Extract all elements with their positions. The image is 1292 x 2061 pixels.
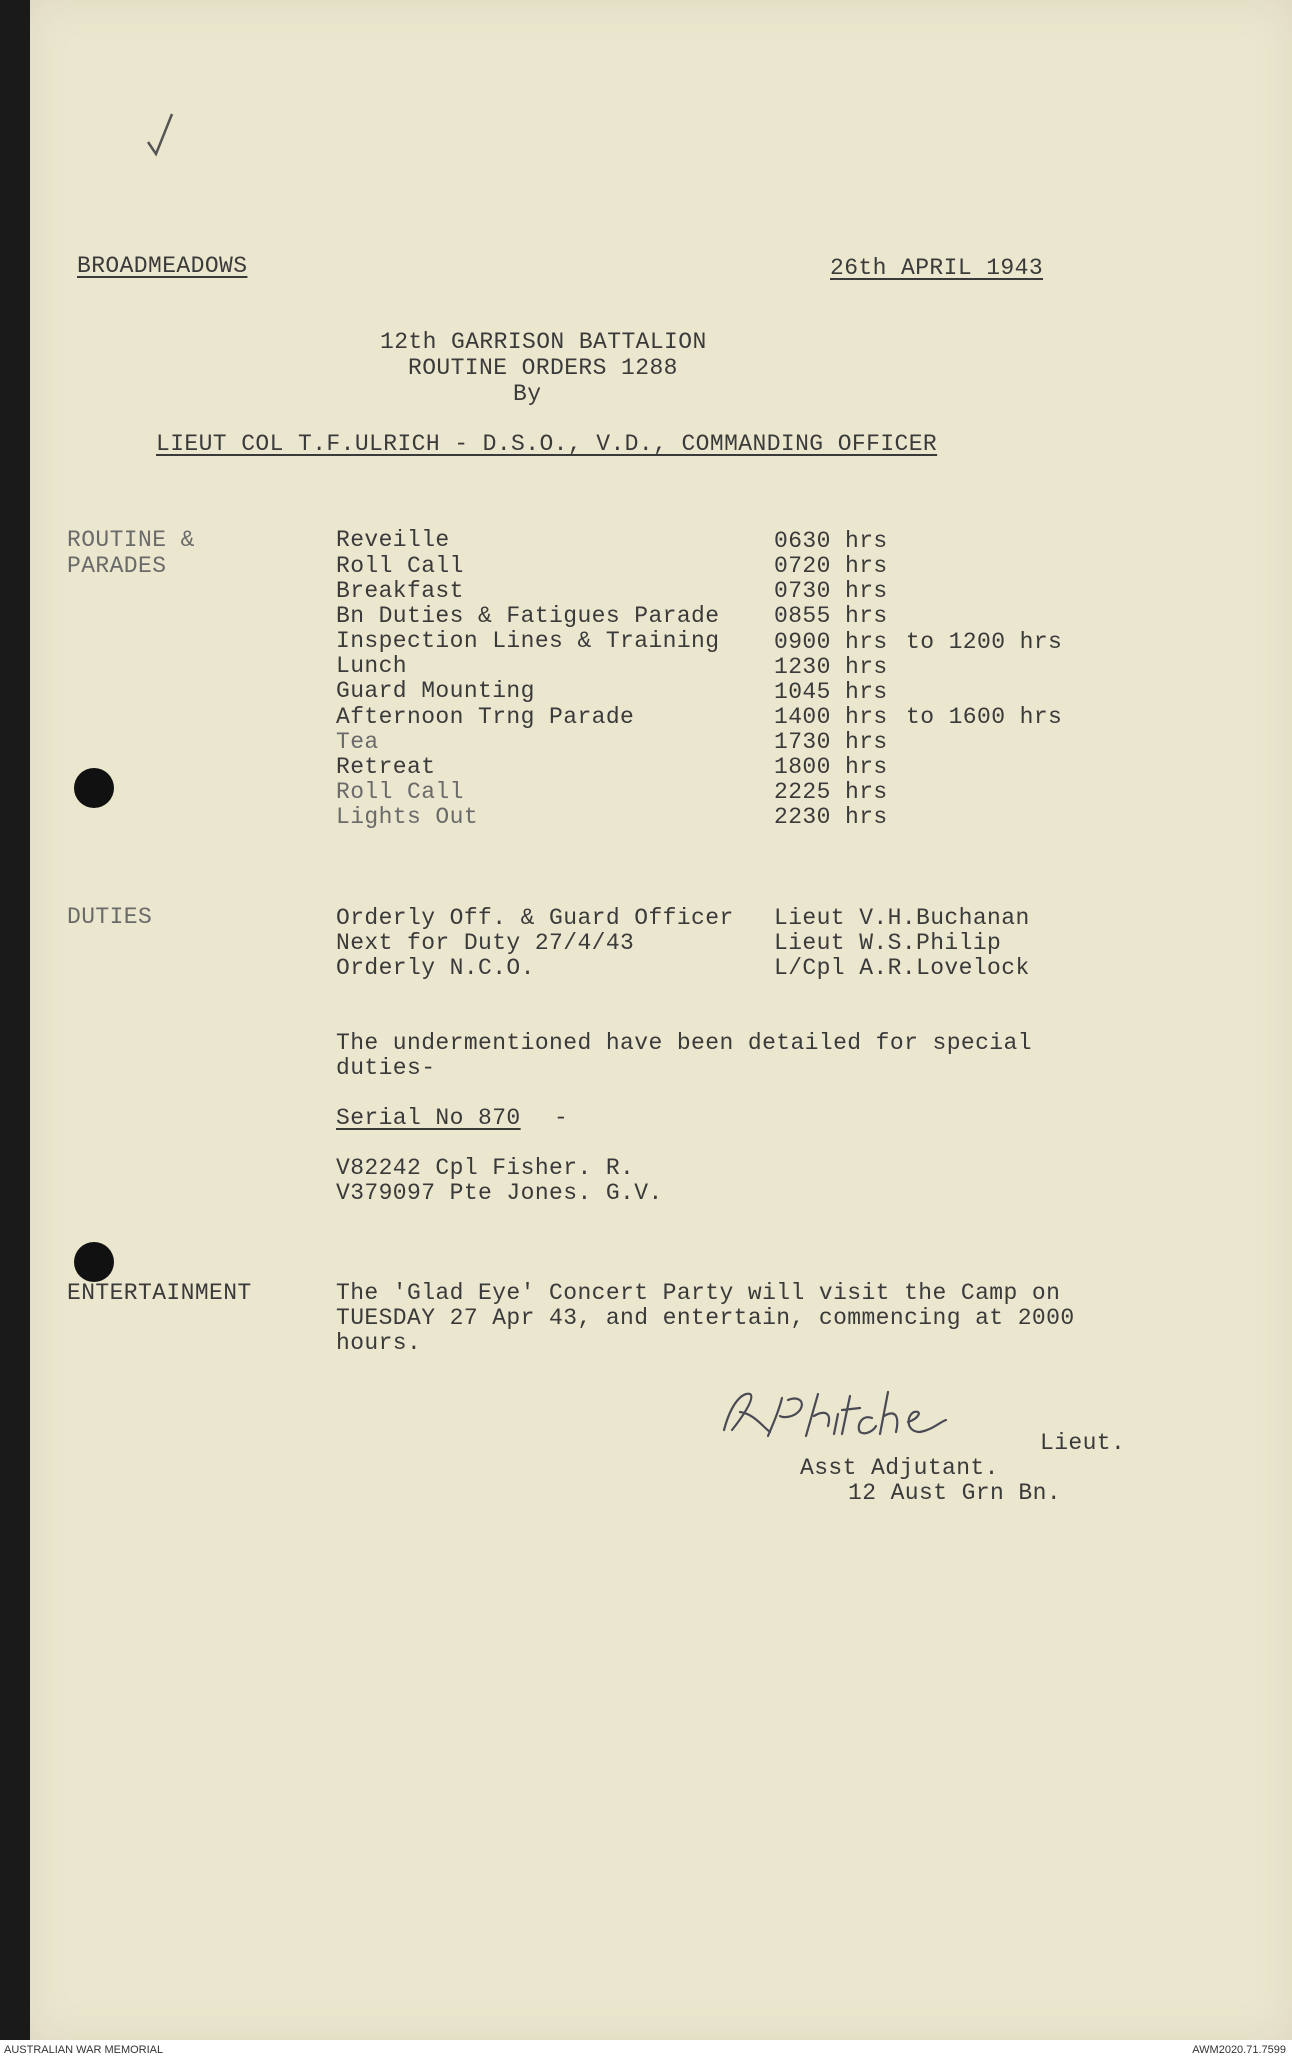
routine-activity: Reveille: [336, 527, 450, 553]
duty-name: L/Cpl A.R.Lovelock: [774, 955, 1030, 981]
document-page: [30, 0, 1292, 2040]
routine-time: 1400 hrs: [774, 704, 888, 730]
section-entertainment: ENTERTAINMENT: [67, 1280, 252, 1306]
check-mark-icon: [142, 108, 182, 160]
personnel-item: V379097 Pte Jones. G.V.: [336, 1180, 663, 1206]
serial-number: Serial No 870: [336, 1105, 521, 1131]
duty-role: Orderly N.C.O.: [336, 955, 535, 981]
routine-time: 0730 hrs: [774, 578, 888, 604]
signatory-unit: 12 Aust Grn Bn.: [848, 1480, 1062, 1506]
routine-time: 1800 hrs: [774, 754, 888, 780]
routine-activity: Roll Call: [336, 779, 464, 805]
routine-activity: Tea: [336, 729, 379, 755]
routine-time: 1230 hrs: [774, 654, 888, 680]
routine-activity: Roll Call: [336, 553, 464, 579]
entertainment-line1: The 'Glad Eye' Concert Party will visit the Camp on: [336, 1280, 1061, 1306]
by-label: By: [513, 381, 542, 407]
archive-reference: AWM2020.71.7599: [1192, 2044, 1286, 2056]
order-date: 26th APRIL 1943: [830, 255, 1044, 281]
special-duties-line2: duties-: [336, 1055, 436, 1081]
punch-hole-top: [74, 768, 114, 808]
routine-activity: Lunch: [336, 653, 408, 679]
section-routine-line2: PARADES: [67, 553, 167, 579]
unit-title: 12th GARRISON BATTALION: [380, 329, 707, 355]
section-duties: DUTIES: [67, 904, 153, 930]
routine-until: to 1200 hrs: [906, 629, 1063, 655]
commanding-officer: LIEUT COL T.F.ULRICH - D.S.O., V.D., COMMANDING OFFICER: [156, 431, 938, 457]
personnel-item: V82242 Cpl Fisher. R.: [336, 1155, 635, 1181]
routine-time: 1730 hrs: [774, 729, 888, 755]
routine-activity: Breakfast: [336, 578, 464, 604]
scan-border: [0, 0, 30, 2040]
duty-role: Orderly Off. & Guard Officer: [336, 905, 734, 931]
routine-time: 0900 hrs: [774, 629, 888, 655]
routine-time: 0630 hrs: [774, 528, 888, 554]
routine-time: 2225 hrs: [774, 779, 888, 805]
routine-activity: Retreat: [336, 754, 436, 780]
handwritten-signature: [710, 1370, 1050, 1450]
entertainment-line3: hours.: [336, 1330, 422, 1356]
punch-hole-bottom: [74, 1242, 114, 1282]
entertainment-line2: TUESDAY 27 Apr 43, and entertain, commencing at 2000: [336, 1305, 1075, 1331]
duty-name: Lieut W.S.Philip: [774, 930, 1002, 956]
routine-activity: Bn Duties & Fatigues Parade: [336, 603, 720, 629]
routine-until: to 1600 hrs: [906, 704, 1063, 730]
routine-time: 2230 hrs: [774, 804, 888, 830]
routine-activity: Afternoon Trng Parade: [336, 704, 635, 730]
routine-time: 0855 hrs: [774, 603, 888, 629]
routine-time: 0720 hrs: [774, 553, 888, 579]
signatory-title: Asst Adjutant.: [800, 1455, 999, 1481]
location: BROADMEADOWS: [77, 253, 248, 279]
serial-dash: -: [554, 1105, 569, 1131]
duty-name: Lieut V.H.Buchanan: [774, 905, 1030, 931]
orders-title: ROUTINE ORDERS 1288: [408, 355, 678, 381]
archive-name: AUSTRALIAN WAR MEMORIAL: [4, 2044, 164, 2056]
special-duties-line1: The undermentioned have been detailed for special: [336, 1030, 1032, 1056]
signatory-rank: Lieut.: [1040, 1430, 1126, 1456]
routine-activity: Lights Out: [336, 804, 479, 830]
routine-time: 1045 hrs: [774, 679, 888, 705]
routine-activity: Inspection Lines & Training: [336, 628, 720, 654]
duty-role: Next for Duty 27/4/43: [336, 930, 635, 956]
routine-activity: Guard Mounting: [336, 678, 535, 704]
archive-footer: [0, 2040, 1292, 2061]
section-routine-line1: ROUTINE &: [67, 527, 195, 553]
